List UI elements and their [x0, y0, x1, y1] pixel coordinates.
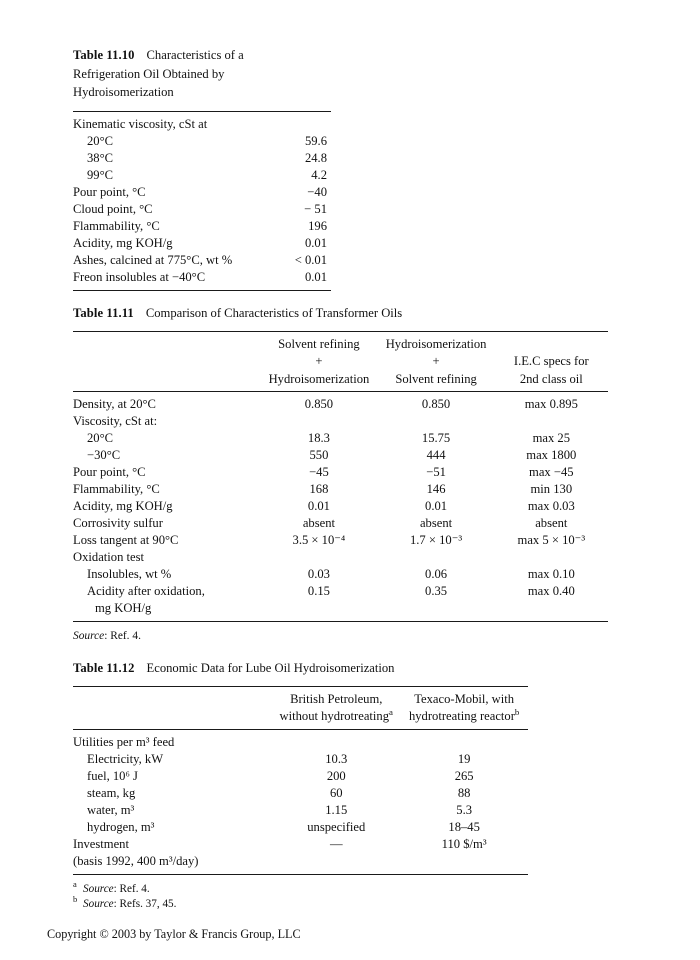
row-label: hydrogen, m³ [87, 819, 155, 834]
table-row [73, 802, 528, 819]
row-value: max 0.40 [527, 584, 575, 598]
row-label: Acidity after oxidation, [87, 584, 205, 598]
header-line1: British Petroleum, [290, 691, 383, 706]
row-value [264, 116, 331, 133]
row-label: 99°C [87, 167, 114, 182]
table-row [73, 819, 528, 836]
row-value: 88 [457, 785, 471, 800]
row-value: −51 [426, 465, 446, 479]
table-row [73, 447, 608, 464]
row-value: 1.7 × 10⁻³ [409, 533, 463, 547]
table-11-10-title-line1: Characteristics of a [146, 48, 244, 62]
row-value: 60 [329, 785, 343, 800]
table-header-row [73, 336, 608, 392]
row-label: Viscosity, cSt at: [73, 414, 158, 428]
table-rule-bottom [73, 286, 331, 291]
source-text: : Ref. 4. [104, 630, 141, 642]
table-row [73, 583, 608, 600]
footnote-text: : Refs. 37, 45. [113, 898, 177, 910]
table-11-12 [73, 686, 528, 875]
footnote-text: : Ref. 4. [113, 882, 150, 895]
column-header-blank [73, 691, 272, 730]
row-label: Utilities per m³ feed [73, 734, 175, 749]
row-label: Corrosivity sulfur [73, 516, 163, 530]
table-row [73, 836, 528, 853]
row-value: 110 $/m³ [441, 836, 487, 851]
row-label: Density, at 20°C [73, 397, 156, 411]
table-row [73, 167, 331, 184]
row-label: Electricity, kW [87, 751, 164, 766]
row-value [260, 413, 377, 430]
row-value: absent [535, 516, 568, 530]
row-value: 19 [457, 751, 471, 766]
row-value: 168 [309, 482, 329, 496]
row-value: max 0.03 [527, 499, 575, 513]
table-11-10-title-line2: Refrigeration Oil Obtained by [73, 66, 225, 81]
row-value [260, 549, 377, 566]
table-11-10-title-line3: Hydroisomerization [73, 85, 174, 99]
table-row [73, 269, 331, 286]
table-row [73, 768, 528, 785]
column-header-british-petroleum [272, 691, 400, 730]
table-row [73, 853, 528, 870]
table-header-row [73, 691, 528, 730]
footnote-label: Source [83, 898, 114, 910]
header-line3: 2nd class oil [519, 371, 583, 386]
row-label: Flammability, °C [73, 482, 160, 496]
header-line3: Solvent refining [395, 371, 477, 386]
table-row [73, 751, 528, 768]
table-11-11 [73, 331, 608, 623]
row-value [400, 734, 528, 751]
row-label: Freon insolubles at −40°C [73, 269, 206, 284]
row-value: 0.850 [304, 397, 334, 411]
row-value [495, 549, 608, 566]
table-11-11-number: Table 11.11 [73, 306, 134, 320]
row-label: fuel, 10⁶ J [87, 768, 138, 783]
table-11-10-caption [73, 46, 305, 102]
row-label: 38°C [87, 150, 114, 165]
row-value: 59.6 [304, 133, 327, 148]
column-header-iec-specs [495, 336, 608, 392]
row-value [272, 734, 400, 751]
header-line2: without hydrotreating [279, 709, 390, 723]
row-value [272, 853, 400, 870]
row-value [495, 413, 608, 430]
row-label: Pour point, °C [73, 465, 146, 479]
row-value: < 0.01 [294, 252, 327, 267]
header-line1: Solvent refining [278, 336, 360, 351]
header-line2: hydrotreating reactor [408, 709, 515, 723]
table-row [73, 413, 608, 430]
row-value: 10.3 [325, 751, 348, 766]
row-value: 0.01 [307, 499, 330, 513]
row-label: Acidity, mg KOH/g [73, 235, 173, 250]
row-value: 550 [309, 448, 329, 462]
row-label: 20°C [87, 133, 114, 148]
row-value: max −45 [529, 465, 574, 479]
table-11-11-block [73, 304, 608, 644]
table-row [73, 600, 608, 617]
row-label: Pour point, °C [73, 184, 146, 199]
row-value: 0.01 [304, 235, 327, 250]
footnote-label: Source [83, 882, 114, 895]
row-value: max 5 × 10⁻³ [517, 533, 586, 547]
row-value: 444 [426, 448, 446, 462]
table-11-11-caption [73, 304, 608, 323]
row-value: 265 [454, 768, 474, 783]
row-label: Flammability, °C [73, 218, 160, 233]
table-row [73, 498, 608, 515]
row-value: max 1800 [526, 448, 577, 462]
row-value: absent [419, 516, 453, 530]
table-11-11-source [73, 628, 608, 644]
row-value: 24.8 [304, 150, 327, 165]
row-value: 0.850 [421, 397, 451, 411]
header-line1: Texaco-Mobil, with [414, 691, 515, 706]
row-value: − 51 [304, 201, 327, 216]
row-label: mg KOH/g [95, 601, 152, 615]
column-header-texaco-mobil [400, 691, 528, 730]
table-row [73, 116, 331, 133]
table-row [73, 566, 608, 583]
table-row [73, 235, 331, 252]
row-value: absent [302, 516, 336, 530]
table-row [73, 184, 331, 201]
row-label: steam, kg [87, 785, 136, 800]
row-label: Investment [73, 836, 129, 851]
row-value [495, 600, 608, 617]
row-value: max 25 [532, 431, 571, 445]
row-label: Insolubles, wt % [87, 567, 172, 581]
row-value: 3.5 × 10⁻⁴ [292, 533, 346, 547]
table-rule-bottom [73, 617, 608, 622]
row-value: −40 [307, 184, 327, 199]
table-row [73, 201, 331, 218]
row-label: Acidity, mg KOH/g [73, 499, 173, 513]
header-line2: + [432, 354, 440, 368]
row-label: Ashes, calcined at 775°C, wt % [73, 252, 233, 267]
row-label: Kinematic viscosity, cSt at [73, 116, 208, 131]
table-11-12-footnotes [73, 878, 528, 913]
row-label: Oxidation test [73, 550, 145, 564]
table-row [73, 549, 608, 566]
header-line2: + [315, 354, 323, 368]
table-row [73, 464, 608, 481]
column-header-solvent-refining [260, 336, 377, 392]
footnote-b: b Source: Refs. 37, 45. [73, 894, 177, 910]
row-value: unspecified [307, 819, 366, 834]
row-value: 5.3 [456, 802, 473, 817]
source-label: Source [73, 630, 105, 642]
table-row [73, 133, 331, 150]
table-11-10-block [73, 46, 331, 291]
header-line1: Hydroisomerization [385, 336, 487, 351]
row-value: 15.75 [421, 431, 451, 445]
table-row [73, 396, 608, 413]
table-row [73, 785, 528, 802]
table-11-10 [73, 111, 331, 291]
row-value [260, 600, 377, 617]
row-label: water, m³ [87, 802, 135, 817]
table-row [73, 515, 608, 532]
row-value: 0.15 [307, 584, 330, 598]
row-value [378, 549, 495, 566]
row-value: −45 [309, 465, 329, 479]
row-label: 20°C [87, 431, 114, 445]
column-header-blank [73, 336, 260, 392]
table-11-12-caption [73, 659, 528, 678]
table-11-12-block [73, 659, 528, 913]
row-label: (basis 1992, 400 m³/day) [73, 853, 199, 868]
row-label: Loss tangent at 90°C [73, 533, 179, 547]
table-11-10-number: Table 11.10 [73, 48, 135, 62]
table-row [73, 532, 608, 549]
footnote-marker-b: b [514, 706, 520, 717]
table-row [73, 734, 528, 751]
row-value: 0.35 [425, 584, 448, 598]
row-value: max 0.10 [527, 567, 575, 581]
header-line3: Hydroisomerization [268, 371, 370, 386]
row-value: 196 [308, 218, 327, 233]
row-value: 200 [326, 768, 346, 783]
row-value [378, 413, 495, 430]
footnote-marker-a: a [389, 706, 393, 717]
row-value: — [329, 836, 343, 851]
table-row [73, 252, 331, 269]
row-value: 146 [426, 482, 446, 496]
row-value: 0.06 [425, 567, 448, 581]
copyright-line: Copyright © 2003 by Taylor & Francis Group, LLC [47, 927, 301, 941]
row-value [400, 853, 528, 870]
row-value: max 0.895 [524, 397, 578, 411]
row-value: 0.03 [307, 567, 330, 581]
table-row [73, 218, 331, 235]
row-value: 0.01 [425, 499, 448, 513]
header-line2: I.E.C specs for [513, 354, 589, 368]
column-header-hydroisomerization [378, 336, 495, 392]
row-value: 18–45 [448, 819, 480, 834]
row-value: 1.15 [325, 802, 348, 817]
row-value [378, 600, 495, 617]
row-value: 18.3 [307, 431, 330, 445]
row-label: Cloud point, °C [73, 201, 153, 216]
table-11-12-title: Economic Data for Lube Oil Hydroisomerization [146, 661, 395, 675]
row-value: 4.2 [311, 167, 327, 182]
table-row [73, 481, 608, 498]
table-row [73, 150, 331, 167]
row-value: min 130 [530, 482, 573, 496]
table-11-11-title: Comparison of Characteristics of Transformer Oils [145, 306, 403, 320]
table-11-12-number: Table 11.12 [73, 661, 135, 675]
footnote-a: a Source: Ref. 4. [73, 878, 150, 895]
row-value: 0.01 [304, 269, 327, 284]
row-label: −30°C [87, 448, 121, 462]
table-rule-bottom [73, 870, 528, 875]
table-row [73, 430, 608, 447]
